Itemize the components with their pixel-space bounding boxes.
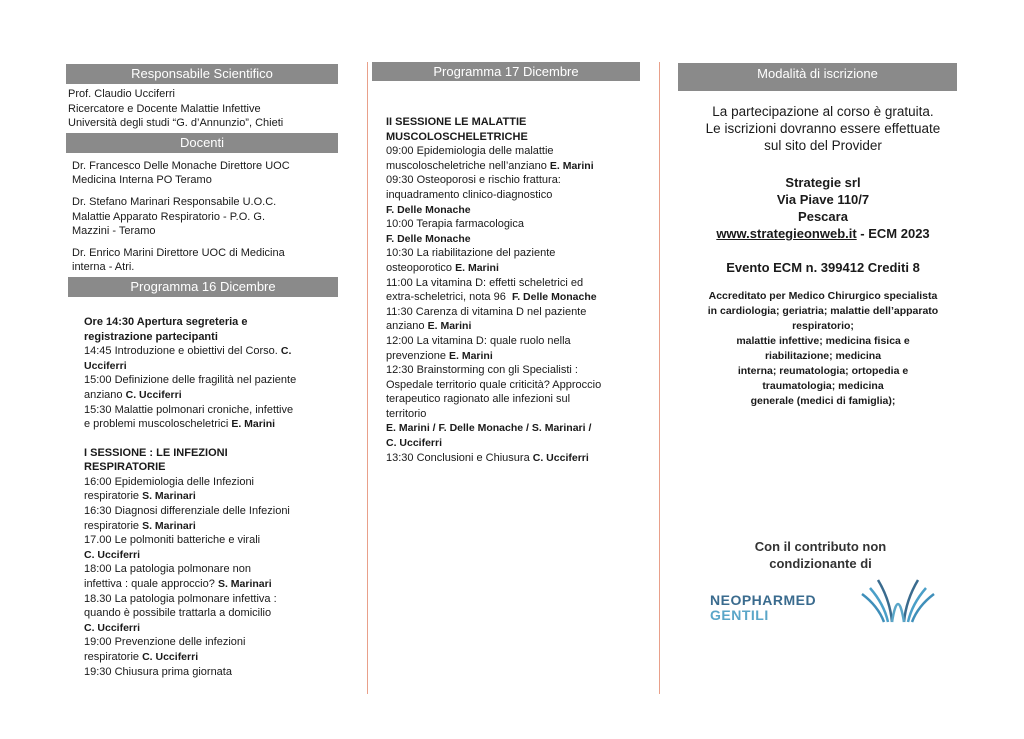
session-title: II SESSIONE LE MALATTIE — [386, 116, 527, 128]
accr-line: in cardiologia; geriatria; malattie dell’apparato — [707, 305, 939, 317]
agenda-item: 19:00 Prevenzione delle infezioni — [84, 636, 246, 649]
opening-line: registrazione partecipanti — [84, 330, 218, 343]
programma-17-header: Programma 17 Dicembre — [372, 62, 640, 81]
agenda-item: 11:30 Carenza di vitamina D nel paziente — [386, 305, 587, 318]
programma-16-body — [66, 315, 338, 679]
agenda-item: Ospedale territorio quale criticità? Approccio — [386, 378, 602, 391]
website-link[interactable]: www.strategieonweb.it — [716, 226, 857, 241]
agenda-item: 12:00 La vitamina D: quale ruolo nella — [386, 334, 571, 347]
accr-line: traumatologia; medicina — [762, 380, 884, 392]
agenda-item: 16:30 Diagnosi differenziale delle Infezioni — [84, 505, 290, 518]
agenda-item: respiratorie C. Ucciferri — [84, 651, 199, 663]
docente-line: Mazzini - Teramo — [72, 225, 156, 238]
agenda-item: 11:00 La vitamina D: effetti scheletrici ed — [386, 276, 584, 289]
accr-line: generale (medici di famiglia); — [750, 395, 896, 407]
responsabile-line: Ricercatore e Docente Malattie Infettive — [68, 102, 261, 115]
session-title: MUSCOLOSCHELETRICHE — [386, 130, 528, 143]
docente-line: Medicina Interna PO Teramo — [72, 174, 212, 187]
contributo-text — [678, 538, 963, 572]
intro-line: La partecipazione al corso è gratuita. — [712, 104, 934, 119]
agenda-item: 17.00 Le polmoniti batteriche e virali — [84, 534, 261, 547]
agenda-item: infettiva : quale approccio? S. Marinari — [84, 578, 272, 591]
docente-line: interna - Atri. — [72, 261, 135, 274]
provider-block — [678, 174, 968, 242]
docente-line: Malattie Apparato Respiratorio - P.O. G. — [72, 210, 265, 223]
evento-ecm: Evento ECM n. 399412 Crediti 8 — [726, 260, 920, 275]
speaker: C. Ucciferri — [386, 437, 443, 450]
speaker: F. Delle Monache — [386, 232, 471, 245]
contrib-line: condizionante di — [769, 556, 872, 571]
programma-16-header: Programma 16 Dicembre — [68, 277, 338, 297]
responsabile-block — [66, 87, 338, 131]
iscrizione-intro — [678, 103, 968, 154]
agenda-item: e problemi muscoloscheletrici E. Marini — [84, 418, 276, 431]
agenda-item: respiratorie S. Marinari — [84, 490, 196, 503]
speaker: E. Marini / F. Delle Monache / S. Marinari / — [386, 422, 592, 435]
provider-address: Via Piave 110/7 — [776, 192, 870, 207]
agenda-item: respiratorie S. Marinari — [84, 519, 196, 532]
accr-line: riabilitazione; medicina — [764, 350, 882, 362]
agenda-item: terapeutico ragionato alle infezioni sul — [386, 393, 571, 406]
session-title: I SESSIONE : LE INFEZIONI — [84, 446, 228, 459]
brand-subname: GENTILI — [710, 607, 769, 623]
docente-entry — [72, 195, 338, 239]
agenda-item: prevenzione E. Marini — [386, 349, 493, 362]
accr-line: interna; reumatologia; ortopedia e — [737, 365, 909, 377]
right-column — [678, 0, 958, 623]
agenda-item: osteoporotico E. Marini — [386, 261, 499, 274]
agenda-item: 14:45 Introduzione e obiettivi del Corso. C. — [84, 345, 292, 358]
programma-17-body — [372, 115, 640, 465]
agenda-item: 10:00 Terapia farmacologica — [386, 218, 524, 231]
contrib-line: Con il contributo non — [754, 539, 887, 554]
responsabile-header: Responsabile Scientifico — [66, 64, 338, 84]
accreditation-block — [678, 289, 968, 409]
speaker: C. Ucciferri — [84, 621, 141, 634]
agenda-item: 18:00 La patologia polmonare non — [84, 563, 251, 576]
agenda-item: 16:00 Epidemiologia delle Infezioni — [84, 475, 255, 488]
speaker: Ucciferri — [84, 359, 127, 372]
sponsor-logo — [710, 576, 950, 636]
docente-line: Dr. Enrico Marini Direttore UOC di Medicina — [72, 246, 285, 259]
left-column — [66, 0, 338, 679]
docente-entry — [72, 246, 338, 275]
agenda-item: territorio — [386, 407, 427, 420]
intro-line: sul sito del Provider — [764, 138, 882, 153]
brand-wave-icon — [858, 576, 938, 626]
middle-column — [372, 0, 640, 465]
accr-line: Accreditato per Medico Chirurgico specialista — [708, 290, 938, 302]
agenda-item: muscoloscheletriche nell’anziano E. Marini — [386, 159, 594, 172]
agenda-item: anziano C. Ucciferri — [84, 388, 182, 401]
accr-line: respiratorio; — [792, 320, 854, 332]
agenda-item: anziano E. Marini — [386, 320, 472, 333]
opening-line: Ore 14:30 Apertura segreteria e — [84, 315, 248, 328]
speaker: C. Ucciferri — [84, 548, 141, 561]
iscrizione-header: Modalità di iscrizione — [678, 63, 957, 91]
docente-line: Dr. Stefano Marinari Responsabile U.O.C. — [72, 195, 277, 208]
brand-name: NEOPHARMED — [710, 592, 817, 608]
agenda-item: 10:30 La riabilitazione del paziente — [386, 247, 556, 260]
session-title: RESPIRATORIE — [84, 461, 166, 474]
agenda-item: 19:30 Chiusura prima giornata — [84, 665, 232, 678]
agenda-item: 13:30 Conclusioni e Chiusura C. Ucciferri — [386, 451, 589, 464]
agenda-item: extra-scheletrici, nota 96 F. Delle Monache — [386, 291, 597, 304]
docenti-header: Docenti — [66, 133, 338, 153]
docenti-block — [66, 159, 338, 275]
agenda-item: quando è possibile trattarla a domicilio — [84, 607, 272, 620]
provider-name: Strategie srl — [785, 175, 861, 190]
agenda-item: 09:30 Osteoporosi e rischio frattura: — [386, 174, 561, 187]
column-divider-left — [367, 62, 368, 694]
intro-line: Le iscrizioni dovranno essere effettuate — [705, 121, 941, 136]
speaker: F. Delle Monache — [386, 203, 471, 216]
docente-line: Dr. Francesco Delle Monache Direttore UOC — [72, 159, 290, 172]
brand-wordmark — [710, 593, 816, 623]
column-divider-right — [659, 62, 660, 694]
agenda-item: 09:00 Epidemiologia delle malattie — [386, 145, 554, 158]
responsabile-line: Università degli studi “G. d’Annunzio”, Chieti — [68, 117, 284, 130]
provider-website: www.strategieonweb.it - ECM 2023 — [716, 226, 930, 241]
agenda-item: 15:30 Malattie polmonari croniche, infettive — [84, 403, 294, 416]
accr-line: malattie infettive; medicina fisica e — [736, 335, 910, 347]
docente-entry — [72, 159, 338, 188]
provider-city: Pescara — [798, 209, 848, 224]
agenda-item: 12:30 Brainstorming con gli Specialisti : — [386, 364, 578, 377]
agenda-item: inquadramento clinico-diagnostico — [386, 188, 553, 201]
responsabile-line: Prof. Claudio Ucciferri — [68, 88, 175, 100]
agenda-item: 18.30 La patologia polmonare infettiva : — [84, 592, 277, 605]
agenda-item: 15:00 Definizione delle fragilità nel paziente — [84, 374, 297, 387]
